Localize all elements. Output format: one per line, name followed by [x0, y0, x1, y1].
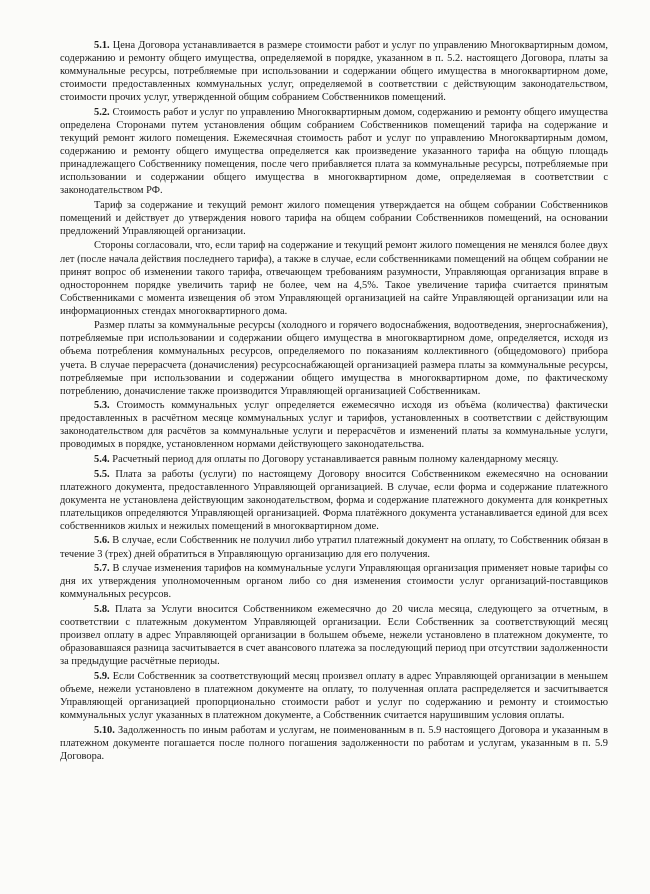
paragraph-text: Стоимость коммунальных услуг определяется ежемесячно исходя из объёма (количества) фактически предоставленных в расчётном месяце коммунальных услуг и тарифов, установленных в соответствии с действующим законодательством для расчётов за коммунальные услуги и перерасчётов и изменений платы за коммунальные услуги, проводимых в порядке, установленном нормами действующего законодательства.: [60, 400, 608, 451]
clause-number: 5.6.: [94, 535, 110, 547]
paragraph-text: Если Собственник за соответствующий месяц произвел оплату в адрес Управляющей организации в меньшем объеме, нежели установлено в платежном документе на оплату, то полученная оплата распределяется и засчитывается Управляющей организацией пропорционально стоимости работ и услуг по содержанию и ремонту и стоимостью коммунальных услуг указанных в платежном документе, а Собственник считается нарушившим условия оплаты.: [60, 670, 608, 721]
paragraph-text: Расчетный период для оплаты по Договору устанавливается равным полному календарному месяцу.: [109, 454, 559, 466]
paragraph-5-4: [60, 453, 608, 466]
clause-number: 5.2.: [94, 106, 110, 118]
paragraph-5-7: [60, 562, 608, 601]
paragraph-5-8: [60, 603, 608, 668]
paragraph-tariff: [60, 199, 608, 238]
clause-number: 5.5.: [94, 468, 110, 480]
paragraph-text: Размер платы за коммунальные ресурсы (холодного и горячего водоснабжения, водоотведения, энергоснабжения), потребляемые при использовании и содержании общего имущества в многоквартирном доме, определяется, исходя из объема потребления коммунальных ресурсов, определяемого по показаниям коллективного (общедомового) прибора учета. В случае перерасчета (доначисления) ресурсоснабжающей организацией размера платы за коммунальные ресурсы, потребляемые при использовании и содержании общего имущества в многоквартирном доме, по фактическому потреблению, доначисление также производится Управляющей организацией Собственникам.: [60, 320, 608, 397]
paragraph-5-1: [60, 39, 608, 104]
paragraph-text: Задолженность по иным работам и услугам, не поименованным в п. 5.9 настоящего Договора и указанным в платежном документе погашается после полного погашения задолженности по работам и услугам, указанным в п. 5.9 Договора.: [60, 724, 608, 762]
clause-number: 5.4.: [94, 454, 110, 466]
clause-number: 5.7.: [94, 563, 110, 575]
paragraph-text: В случае, если Собственник не получил либо утратил платежный документ на оплату, то Собственник обязан в течение 3 (трех) дней обратиться в Управляющую организацию для его получения.: [60, 535, 608, 560]
paragraph-5-6: [60, 534, 608, 560]
paragraph-5-5: [60, 468, 608, 533]
paragraph-5-2: [60, 106, 608, 197]
paragraph-text: Стороны согласовали, что, если тариф на содержание и текущий ремонт жилого помещения не менялся более двух лет (после начала действия последнего тарифа), а также в случае, если собственниками помещений на общем собрании не принят вопрос об изменении такого тарифа, отвечающем требованиям разумности, Управляющая организация вправе в одностороннем порядке увеличить тариф не более, чем на 4,5%. Такое увеличение тарифа считается принятым Собственниками с момента извещения об этом Управляющей организацией на сайте Управляющей организации или на информационных стендах многоквартирного дома.: [60, 240, 608, 317]
paragraph-5-3: [60, 399, 608, 451]
clause-number: 5.1.: [94, 40, 110, 51]
paragraph-text: В случае изменения тарифов на коммунальные услуги Управляющая организация применяет новые тарифы со дня их утверждения уполномоченным органом либо со дня изменения стоимости услуг организаций-поставщиков коммунальных ресурсов.: [60, 563, 608, 601]
paragraph-agreement: [60, 239, 608, 317]
clause-number: 5.9.: [94, 670, 110, 682]
paragraph-text: Цена Договора устанавливается в размере стоимости работ и услуг по управлению Многоквартирным домом, содержанию и ремонту общего имущества, определяемой в порядке, указанном в п. 5.2. настоящего Договора, платы за коммунальные ресурсы, потребляемые при использовании и содержании общего имущества в многоквартирном доме, стоимости предоставленных коммунальных услуг, определяемой в соответствии с действующим законодательством, стоимости прочих услуг, утвержденной общим собранием Собственников помещений.: [60, 40, 608, 104]
clause-number: 5.10.: [94, 724, 115, 736]
paragraph-text: Плата за Услуги вносится Собственником ежемесячно до 20 числа месяца, следующего за отчетным, в соответствии с платежным документом Управляющей организации. Если Собственник за соответствующий месяц произвел оплату в адрес Управляющей организации в большем объеме, нежели установлено в платежном документе, то образовавшаяся разница засчитывается в счет авансового платежа за последующий период при отсутствии задолженности за предыдущие расчётные периоды.: [60, 603, 608, 668]
paragraph-text: Тариф за содержание и текущий ремонт жилого помещения утверждается на общем собрании Собственников помещений и действует до утверждения нового тарифа на общем собрании Собственников помещений, на основании предложений Управляющей организации.: [60, 199, 608, 237]
paragraph-utility-fee: [60, 319, 608, 397]
paragraph-text: Плата за работы (услуги) по настоящему Договору вносится Собственником ежемесячно на основании платежного документа, предоставленного Управляющей организацией. В случае, если форма и содержание платежного документа не установлена действующим законодательством, форма и содержание платежного документа для конкретных плательщиков определяются Управляющей организацией. Форма платёжного документа устанавливается единой для всех собственников жилых и нежилых помещений в многоквартирном доме.: [60, 468, 608, 532]
clause-number: 5.3.: [94, 400, 110, 412]
paragraph-5-9: [60, 670, 608, 722]
paragraph-5-10: [60, 724, 608, 763]
paragraph-text: Стоимость работ и услуг по управлению Многоквартирным домом, содержанию и ремонту общего имущества определена Сторонами путем установления общим собранием Собственников помещений тарифа на содержание и текущий ремонт жилого помещения. Ежемесячная стоимость работ и услуг по управлению Многоквартирным домом, содержанию и ремонту общего имущества определяется как произведение указанного тарифа на общую площадь принадлежащего Собственнику помещения, после чего прибавляется плата за коммунальные ресурсы, потребляемые при использовании и содержании общего имущества в многоквартирном доме, определяемая в соответствии с законодательством РФ.: [60, 106, 608, 197]
clause-number: 5.8.: [94, 603, 110, 615]
